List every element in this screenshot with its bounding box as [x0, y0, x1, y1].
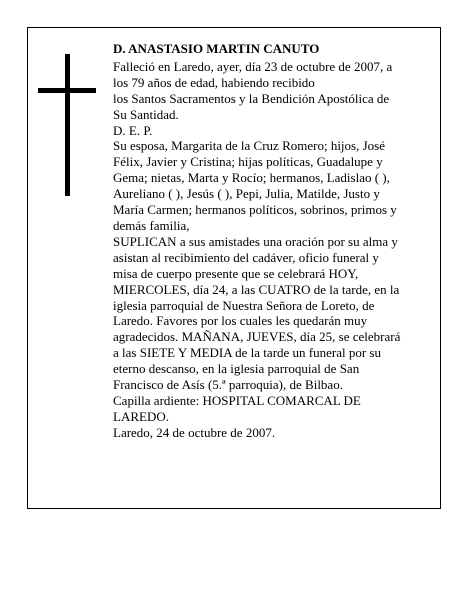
notice-line: Su Santidad. [113, 106, 179, 122]
notice-line: los 79 años de edad, habiendo recibido [113, 74, 315, 90]
notice-line: Laredo, 24 de octubre de 2007. [113, 424, 276, 440]
notice-line: LAREDO. [113, 408, 169, 424]
latin-cross-icon [38, 54, 96, 196]
notice-line: Aureliano ( ), Jesús ( ), Pepi, Julia, Matilde, Justo y [113, 186, 380, 202]
notice-line: iglesia parroquial de Nuestra Señora de Loreto, de [113, 297, 375, 313]
notice-line: misa de cuerpo presente que se celebrará HOY, [113, 265, 359, 281]
notice-line: los Santos Sacramentos y la Bendición Apostólica de [113, 90, 390, 106]
notice-line: Gema; nietas, Marta y Rocío; hermanos, Ladislao ( ), [113, 170, 390, 186]
obituary-text [113, 41, 419, 441]
notice-line: eterno descanso, en la iglesia parroquial de San [113, 361, 360, 377]
notice-line: María Carmen; hermanos políticos, sobrinos, primos y [113, 202, 397, 218]
notice-line: asistan al recibimiento del cadáver, oficio funeral y [113, 249, 379, 265]
notice-line: Su esposa, Margarita de la Cruz Romero; hijos, José [113, 138, 385, 154]
notice-line: Capilla ardiente: HOSPITAL COMARCAL DE [113, 392, 361, 408]
notice-line: Francisco de Asís (5.ª parroquia), de Bilbao. [113, 377, 343, 393]
notice-line: Félix, Javier y Cristina; hijas políticas, Guadalupe y [113, 154, 383, 170]
notice-line: demás familia, [113, 217, 190, 233]
deceased-name: D. ANASTASIO MARTIN CANUTO [113, 41, 320, 56]
notice-line: Laredo. Favores por los cuales les quedarán muy [113, 313, 368, 329]
notice-line: MIERCOLES, día 24, a las CUATRO de la tarde, en la [113, 281, 400, 297]
notice-line: D. E. P. [113, 122, 153, 138]
cross-horizontal-bar [38, 88, 96, 93]
cross-vertical-bar [65, 54, 70, 196]
notice-line: a las SIETE Y MEDIA de la tarde un funeral por su [113, 345, 381, 361]
notice-line: Falleció en Laredo, ayer, día 23 de octubre de 2007, a [113, 58, 393, 74]
notice-line: agradecidos. MAÑANA, JUEVES, día 25, se celebrará [113, 329, 401, 345]
notice-line: SUPLICAN a sus amistades una oración por su alma y [113, 233, 398, 249]
